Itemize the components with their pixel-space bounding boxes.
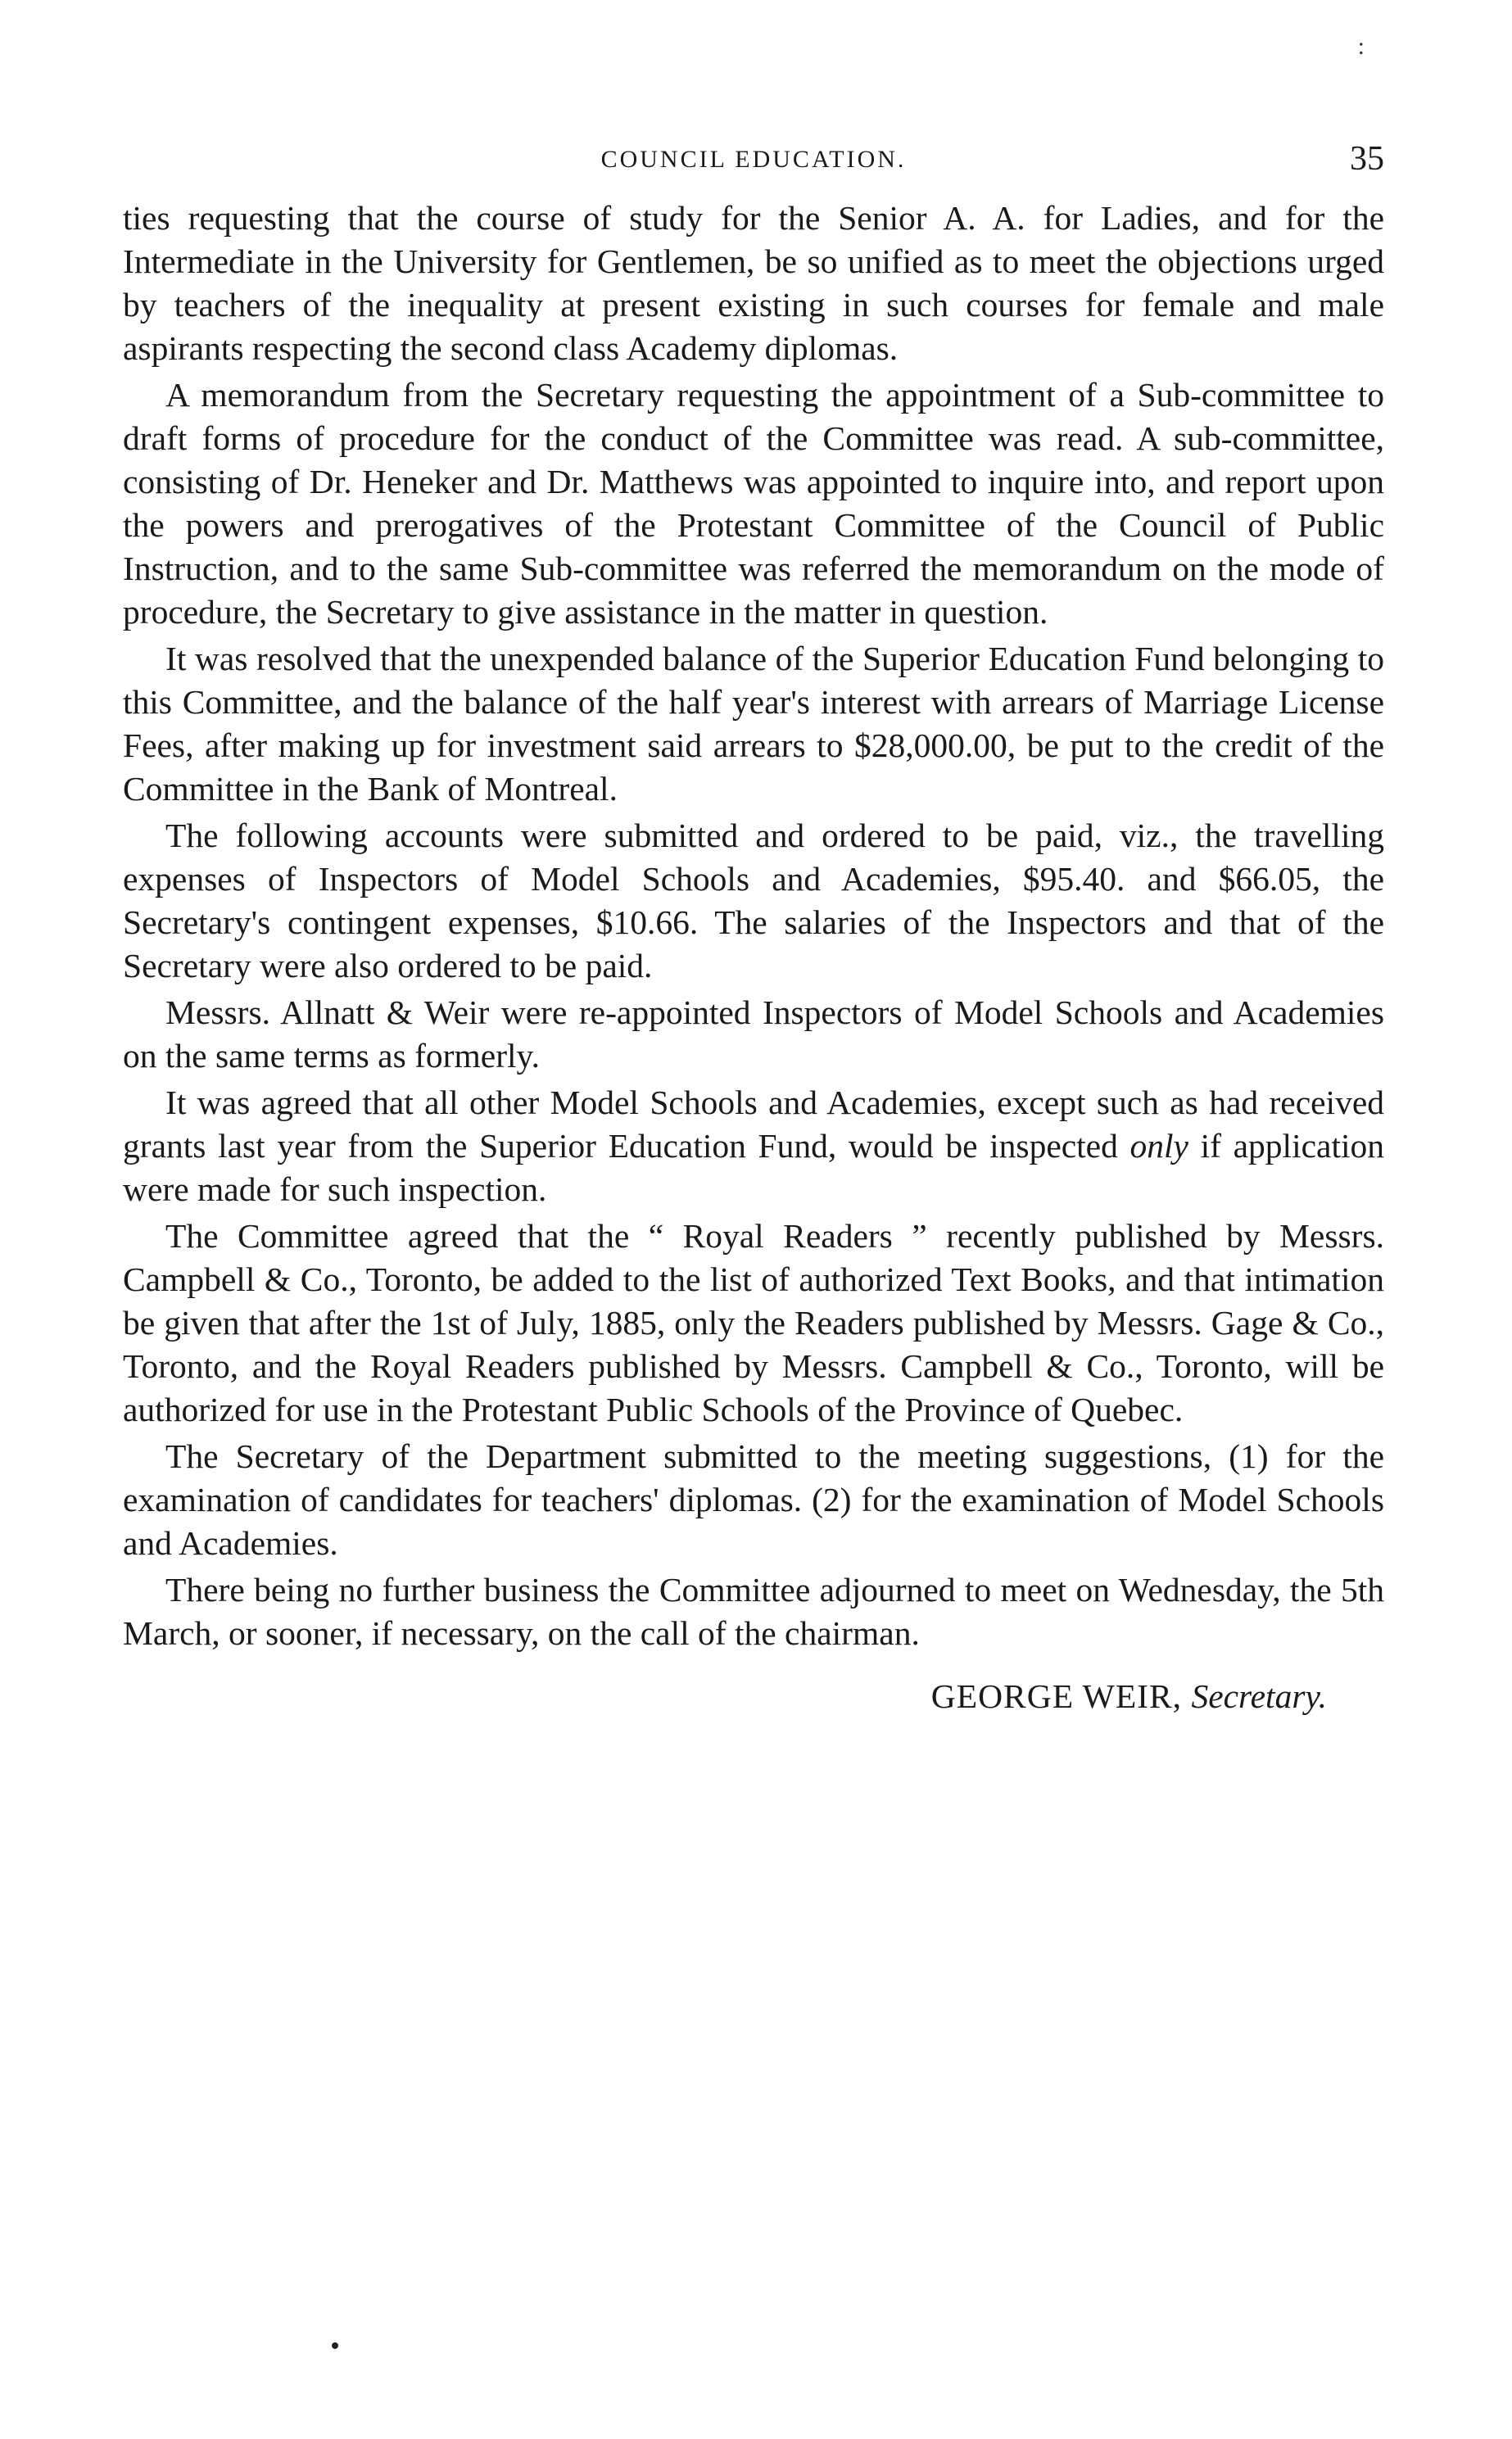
signature-name: GEORGE WEIR, <box>930 1677 1183 1715</box>
paragraph-unified-courses: ties requesting that the course of study for the Senior A. A. for Ladies, and for the Intermediate in the University for Gentlemen, be so unified as to meet the objections urged by teachers of the inequality at present existing in such courses for female and male aspirants respecting the second class Academy diplomas. <box>123 199 1384 367</box>
signature-title: Secretary. <box>1191 1677 1327 1715</box>
paragraph-royal-readers: The Committee agreed that the “ Royal Readers ” recently published by Messrs. Campbell & Co., Toronto, be added to the list of authorized Text Books, and that intimation be given that after the 1st of July, 1885, only the Readers published by Messrs. Gage & Co., Toronto, and the Royal Readers published by Messrs. Campbell & Co., Toronto, will be authorized for use in the Protestant Public Schools of the Province of Quebec. <box>123 1217 1384 1428</box>
page-number: 35 <box>1350 140 1384 178</box>
paragraph-inspection <box>123 1081 1384 1211</box>
signature <box>123 1677 1384 1716</box>
paragraph-suggestions: The Secretary of the Department submitted to the meeting suggestions, (1) for the examination of candidates for teachers' diplomas. (2) for the examination of Model Schools and Academies. <box>123 1437 1384 1562</box>
inspection-text-after: if application were made for such inspection. <box>123 1127 1385 1208</box>
page <box>123 139 1384 1716</box>
paragraph-fund-balance: It was resolved that the unexpended balance of the Superior Education Fund belonging to this Committee, and the balance of the half year's interest with arrears of Marriage License Fees, after making up for investment said arrears to $28,000.00, be put to the credit of the Committee in the Bank of Montreal. <box>123 640 1384 808</box>
inspection-text-before: It was agreed that all other Model Schools and Academies, except such as had received grants last year from the Superior Education Fund, would be inspected <box>123 1084 1384 1165</box>
body-text <box>123 197 1384 1655</box>
paragraph-inspectors: Messrs. Allnatt & Weir were re-appointed Inspectors of Model Schools and Academies on the same terms as formerly. <box>123 993 1384 1075</box>
paragraph-adjournment: There being no further business the Committee adjourned to meet on Wednesday, the 5th March, or sooner, if necessary, on the call of the chairman. <box>123 1571 1384 1652</box>
stray-dot <box>332 2342 338 2349</box>
paragraph-memorandum: A memorandum from the Secretary requesting the appointment of a Sub-committee to draft forms of procedure for the conduct of the Committee was read. A sub-committee, consisting of Dr. Heneker and Dr. Matthews was appointed to inquire into, and report upon the powers and prerogatives of the Protestant Committee of the Council of Public Instruction, and to the same Sub-committee was referred the memorandum on the mode of procedure, the Secretary to give assistance in the matter in question. <box>123 376 1384 631</box>
paragraph-accounts: The following accounts were submitted and ordered to be paid, viz., the travelling expenses of Inspectors of Model Schools and Academies, $95.40. and $66.05, the Secretary's contingent expenses, $10.66. The salaries of the Inspectors and that of the Secretary were also ordered to be paid. <box>123 817 1384 984</box>
page-header <box>123 139 1384 197</box>
inspection-emphasis: only <box>1129 1127 1188 1165</box>
corner-mark: : <box>1357 33 1365 60</box>
running-head: COUNCIL EDUCATION. <box>600 146 907 173</box>
